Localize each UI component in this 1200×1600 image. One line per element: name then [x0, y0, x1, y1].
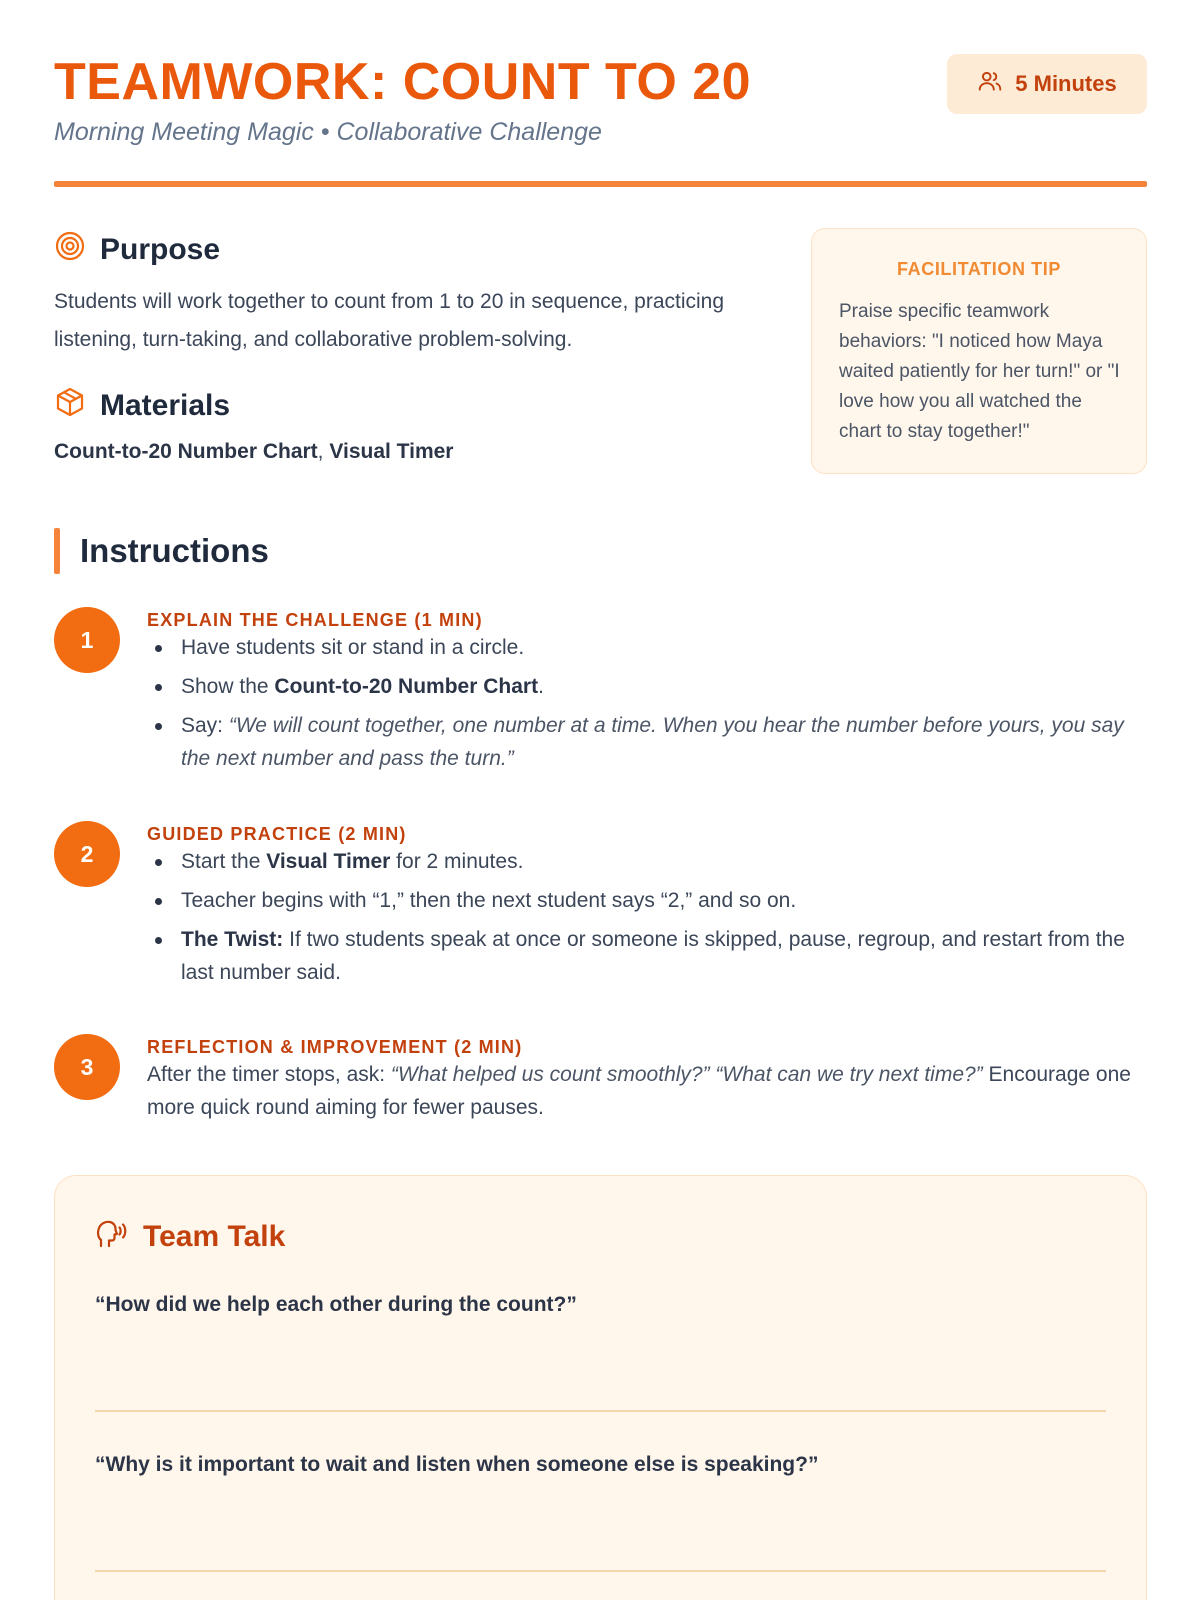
step-bullet-list [147, 631, 1147, 781]
target-icon [54, 230, 86, 270]
header-divider [54, 181, 1147, 187]
material-item: Count-to-20 Number Chart [54, 440, 318, 463]
list-item: Have students sit or stand in a circle. [147, 631, 1147, 664]
step-number-badge: 3 [54, 1034, 120, 1100]
step-number-badge: 1 [54, 607, 120, 673]
tip-text: Praise specific teamwork behaviors: "I noticed how Maya waited patiently for her turn!" or "I love how you all watched the chart to stay together!" [839, 301, 1120, 442]
team-talk-card [54, 1175, 1147, 1600]
tip-title: FACILITATION TIP [897, 259, 1061, 279]
materials-separator: , [317, 440, 324, 463]
page-subtitle: Morning Meeting Magic • Collaborative Challenge [54, 118, 602, 146]
purpose-heading [54, 230, 220, 270]
box-icon [54, 386, 86, 426]
list-item: The Twist: If two students speak at once or someone is skipped, pause, regroup, and restart from the last number said. [147, 923, 1147, 989]
step-number-badge: 2 [54, 821, 120, 887]
materials-heading [54, 386, 230, 426]
materials-title: Materials [100, 389, 231, 422]
instructions-heading [54, 528, 269, 574]
list-item: Say: “We will count together, one number at a time. When you hear the number before yours, you say the next number and pass the turn.” [147, 709, 1147, 775]
material-item: Visual Timer [329, 440, 454, 463]
users-icon [977, 68, 1003, 100]
step-label: REFLECTION & IMPROVEMENT (2 MIN) [147, 1037, 523, 1057]
team-talk-heading [95, 1216, 285, 1258]
purpose-text: Students will work together to count from 1 to 20 in sequence, practicing listening, turn-taking, and collaborative problem-solving. [54, 290, 725, 351]
discussion-question: “How did we help each other during the count?” [95, 1293, 577, 1316]
heading-accent-bar [54, 528, 60, 574]
lesson-page [54, 0, 1147, 1600]
materials-list [54, 440, 453, 464]
duration-label: 5 Minutes [1015, 71, 1117, 96]
answer-line [95, 1570, 1106, 1572]
answer-line [95, 1410, 1106, 1412]
list-item: Teacher begins with “1,” then the next student says “2,” and so on. [147, 884, 1147, 917]
instructions-title: Instructions [80, 532, 269, 569]
list-item: Show the Count-to-20 Number Chart. [147, 670, 1147, 703]
page-title: TEAMWORK: COUNT TO 20 [54, 53, 752, 111]
step-bullet-list [147, 845, 1147, 995]
step-label: EXPLAIN THE CHALLENGE (1 MIN) [147, 610, 483, 630]
step-label: GUIDED PRACTICE (2 MIN) [147, 824, 407, 844]
duration-badge [947, 54, 1147, 114]
team-talk-title: Team Talk [143, 1220, 286, 1253]
step-paragraph: After the timer stops, ask: “What helped us count smoothly?” “What can we try next time?” Encourage one more quick round aiming for fewer pauses. [147, 1063, 1131, 1119]
purpose-title: Purpose [100, 233, 221, 266]
discussion-question: “Why is it important to wait and listen when someone else is speaking?” [95, 1453, 819, 1476]
list-item: Start the Visual Timer for 2 minutes. [147, 845, 1147, 878]
speaking-head-icon [95, 1216, 129, 1258]
facilitation-tip-card [811, 228, 1147, 474]
